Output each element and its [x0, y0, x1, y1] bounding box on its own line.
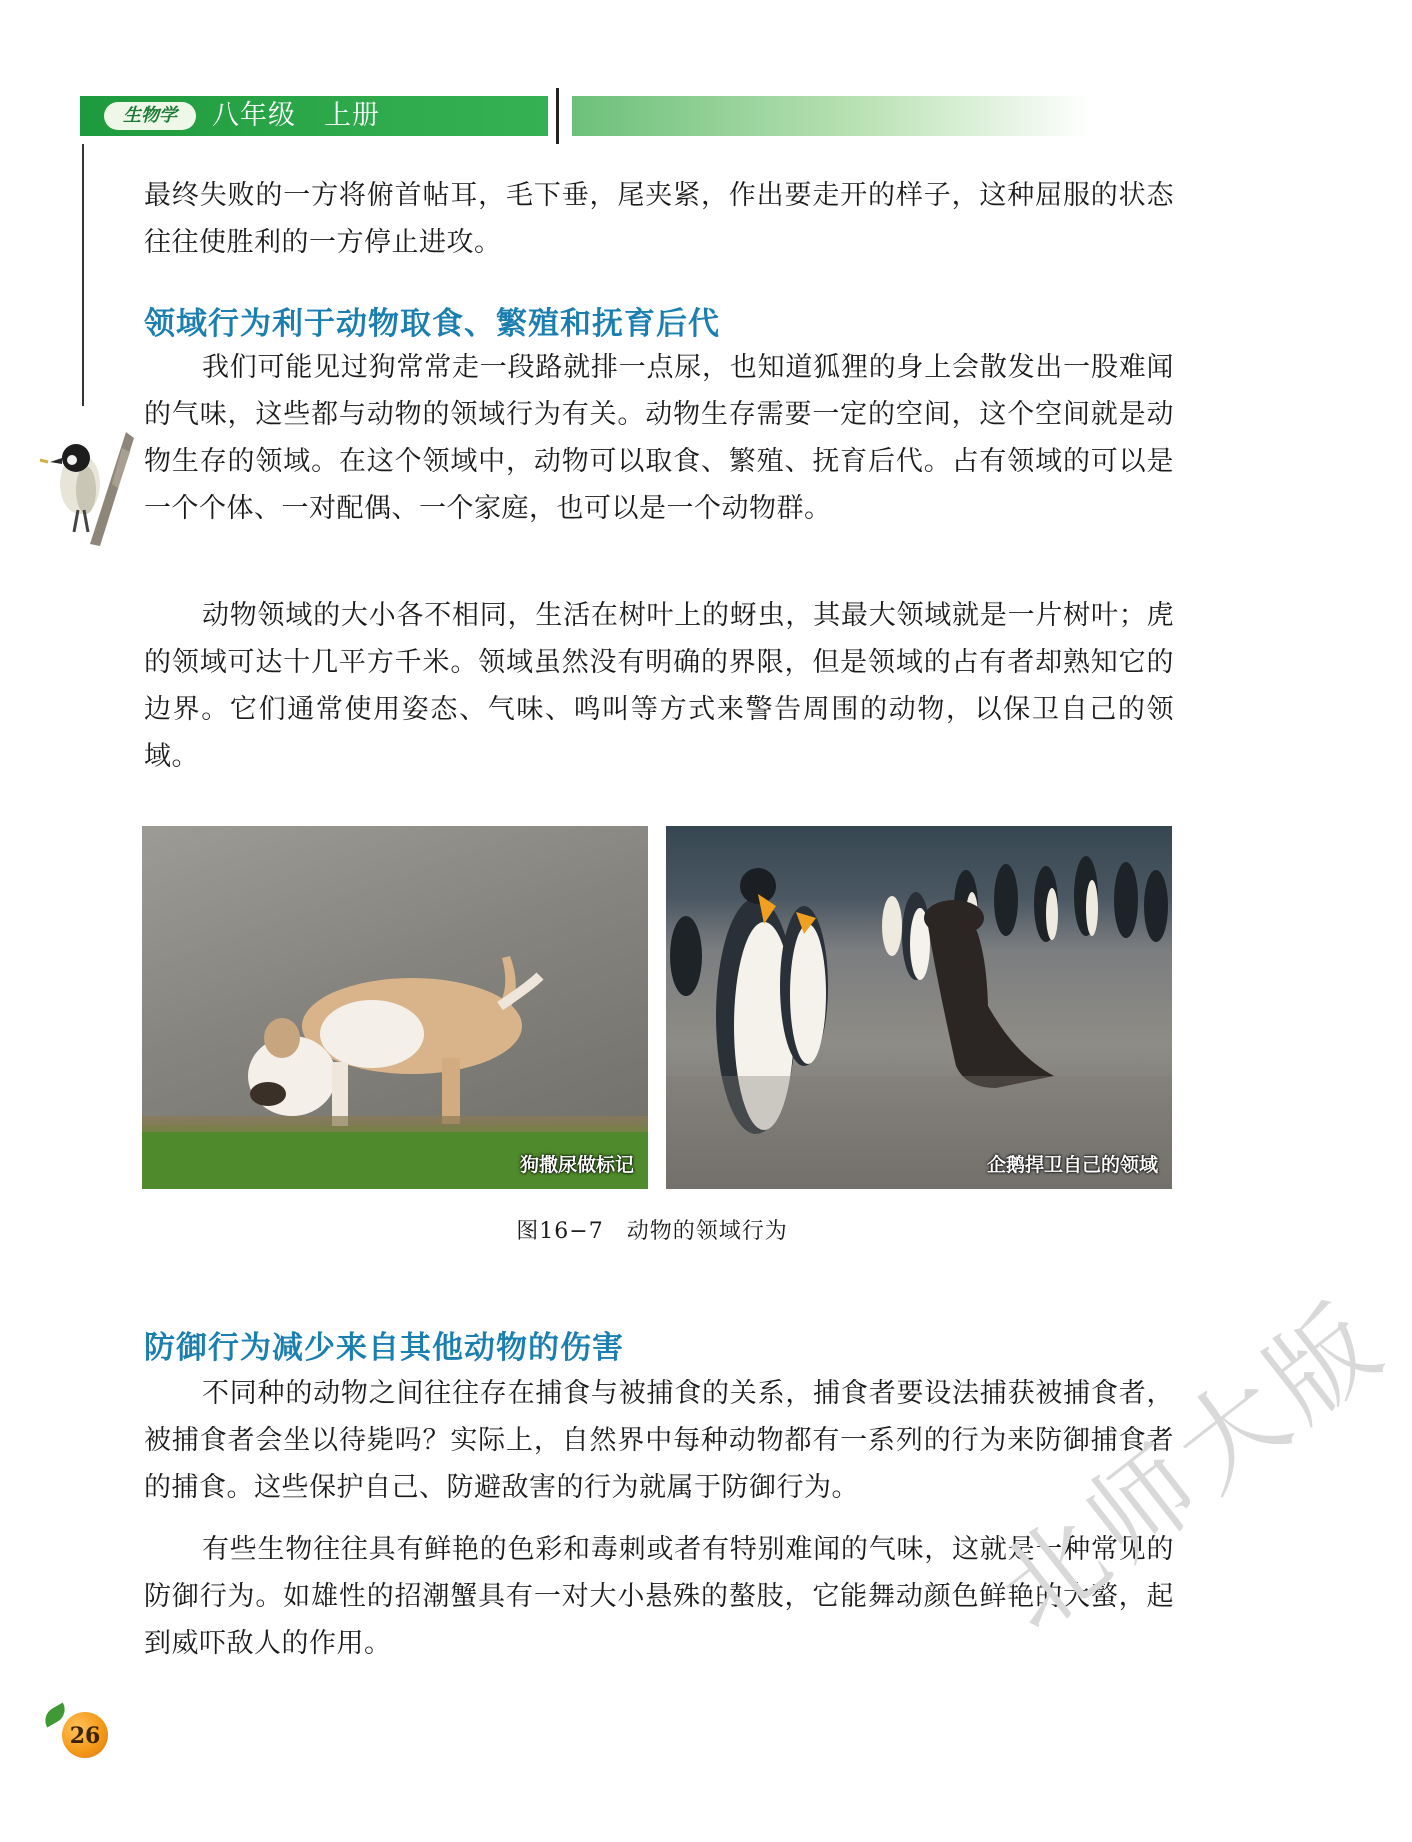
photo-penguins-territory: [666, 826, 1172, 1189]
subject-badge: 生物学: [104, 102, 196, 130]
paragraph: 我们可能见过狗常常走一段路就排一点尿，也知道狐狸的身上会散发出一股难闻的气味，这些都与动物的领域行为有关。动物生存需要一定的空间，这个空间就是动物生存的领域。在这个领域中，动物可以取食、繁殖、抚育后代。占有领域的可以是一个个体、一对配偶、一个家庭，也可以是一个动物群。: [144, 352, 1174, 524]
paragraph: 动物领域的大小各不相同，生活在树叶上的蚜虫，其最大领域就是一片树叶；虎的领域可达十几平方千米。领域虽然没有明确的界限，但是领域的占有者却熟知它的边界。它们通常使用姿态、气味、鸣叫等方式来警告周围的动物，以保卫自己的领域。: [144, 600, 1174, 772]
paragraph: 有些生物往往具有鲜艳的色彩和毒刺或者有特别难闻的气味，这就是一种常见的防御行为。如雄性的招潮蟹具有一对大小悬殊的螯肢，它能舞动颜色鲜艳的大螯，起到威吓敌人的作用。: [144, 1534, 1174, 1659]
dog-illustration: [142, 826, 648, 1189]
page-number: 26: [62, 1712, 108, 1758]
bird-illustration: [30, 428, 136, 546]
header-divider: [556, 88, 559, 144]
penguin-illustration: [666, 826, 1172, 1189]
header-gradient-bar: [572, 96, 1092, 136]
figure-caption: 图16−7 动物的领域行为: [516, 1219, 788, 1244]
paragraph: 不同种的动物之间往往存在捕食与被捕食的关系，捕食者要设法捕获被捕食者，被捕食者会坐以待毙吗？实际上，自然界中每种动物都有一系列的行为来防御捕食者的捕食。这些保护自己、防避敌害的行为就属于防御行为。: [144, 1378, 1174, 1503]
watermark: 北师大版: [974, 1277, 1409, 1655]
book-title: 八年级 上册: [212, 100, 380, 131]
section-heading: 领域行为利于动物取食、繁殖和抚育后代: [144, 306, 720, 342]
photo-caption: 企鹅捍卫自己的领域: [986, 1154, 1158, 1176]
photo-caption: 狗撒尿做标记: [519, 1154, 634, 1176]
section-heading: 防御行为减少来自其他动物的伤害: [144, 1330, 624, 1366]
paragraph: 最终失败的一方将俯首帖耳，毛下垂，尾夹紧，作出要走开的样子，这种屈服的状态往往使胜利的一方停止进攻。: [144, 180, 1174, 258]
margin-rule: [82, 144, 84, 406]
photo-dog-marking: [142, 826, 648, 1189]
